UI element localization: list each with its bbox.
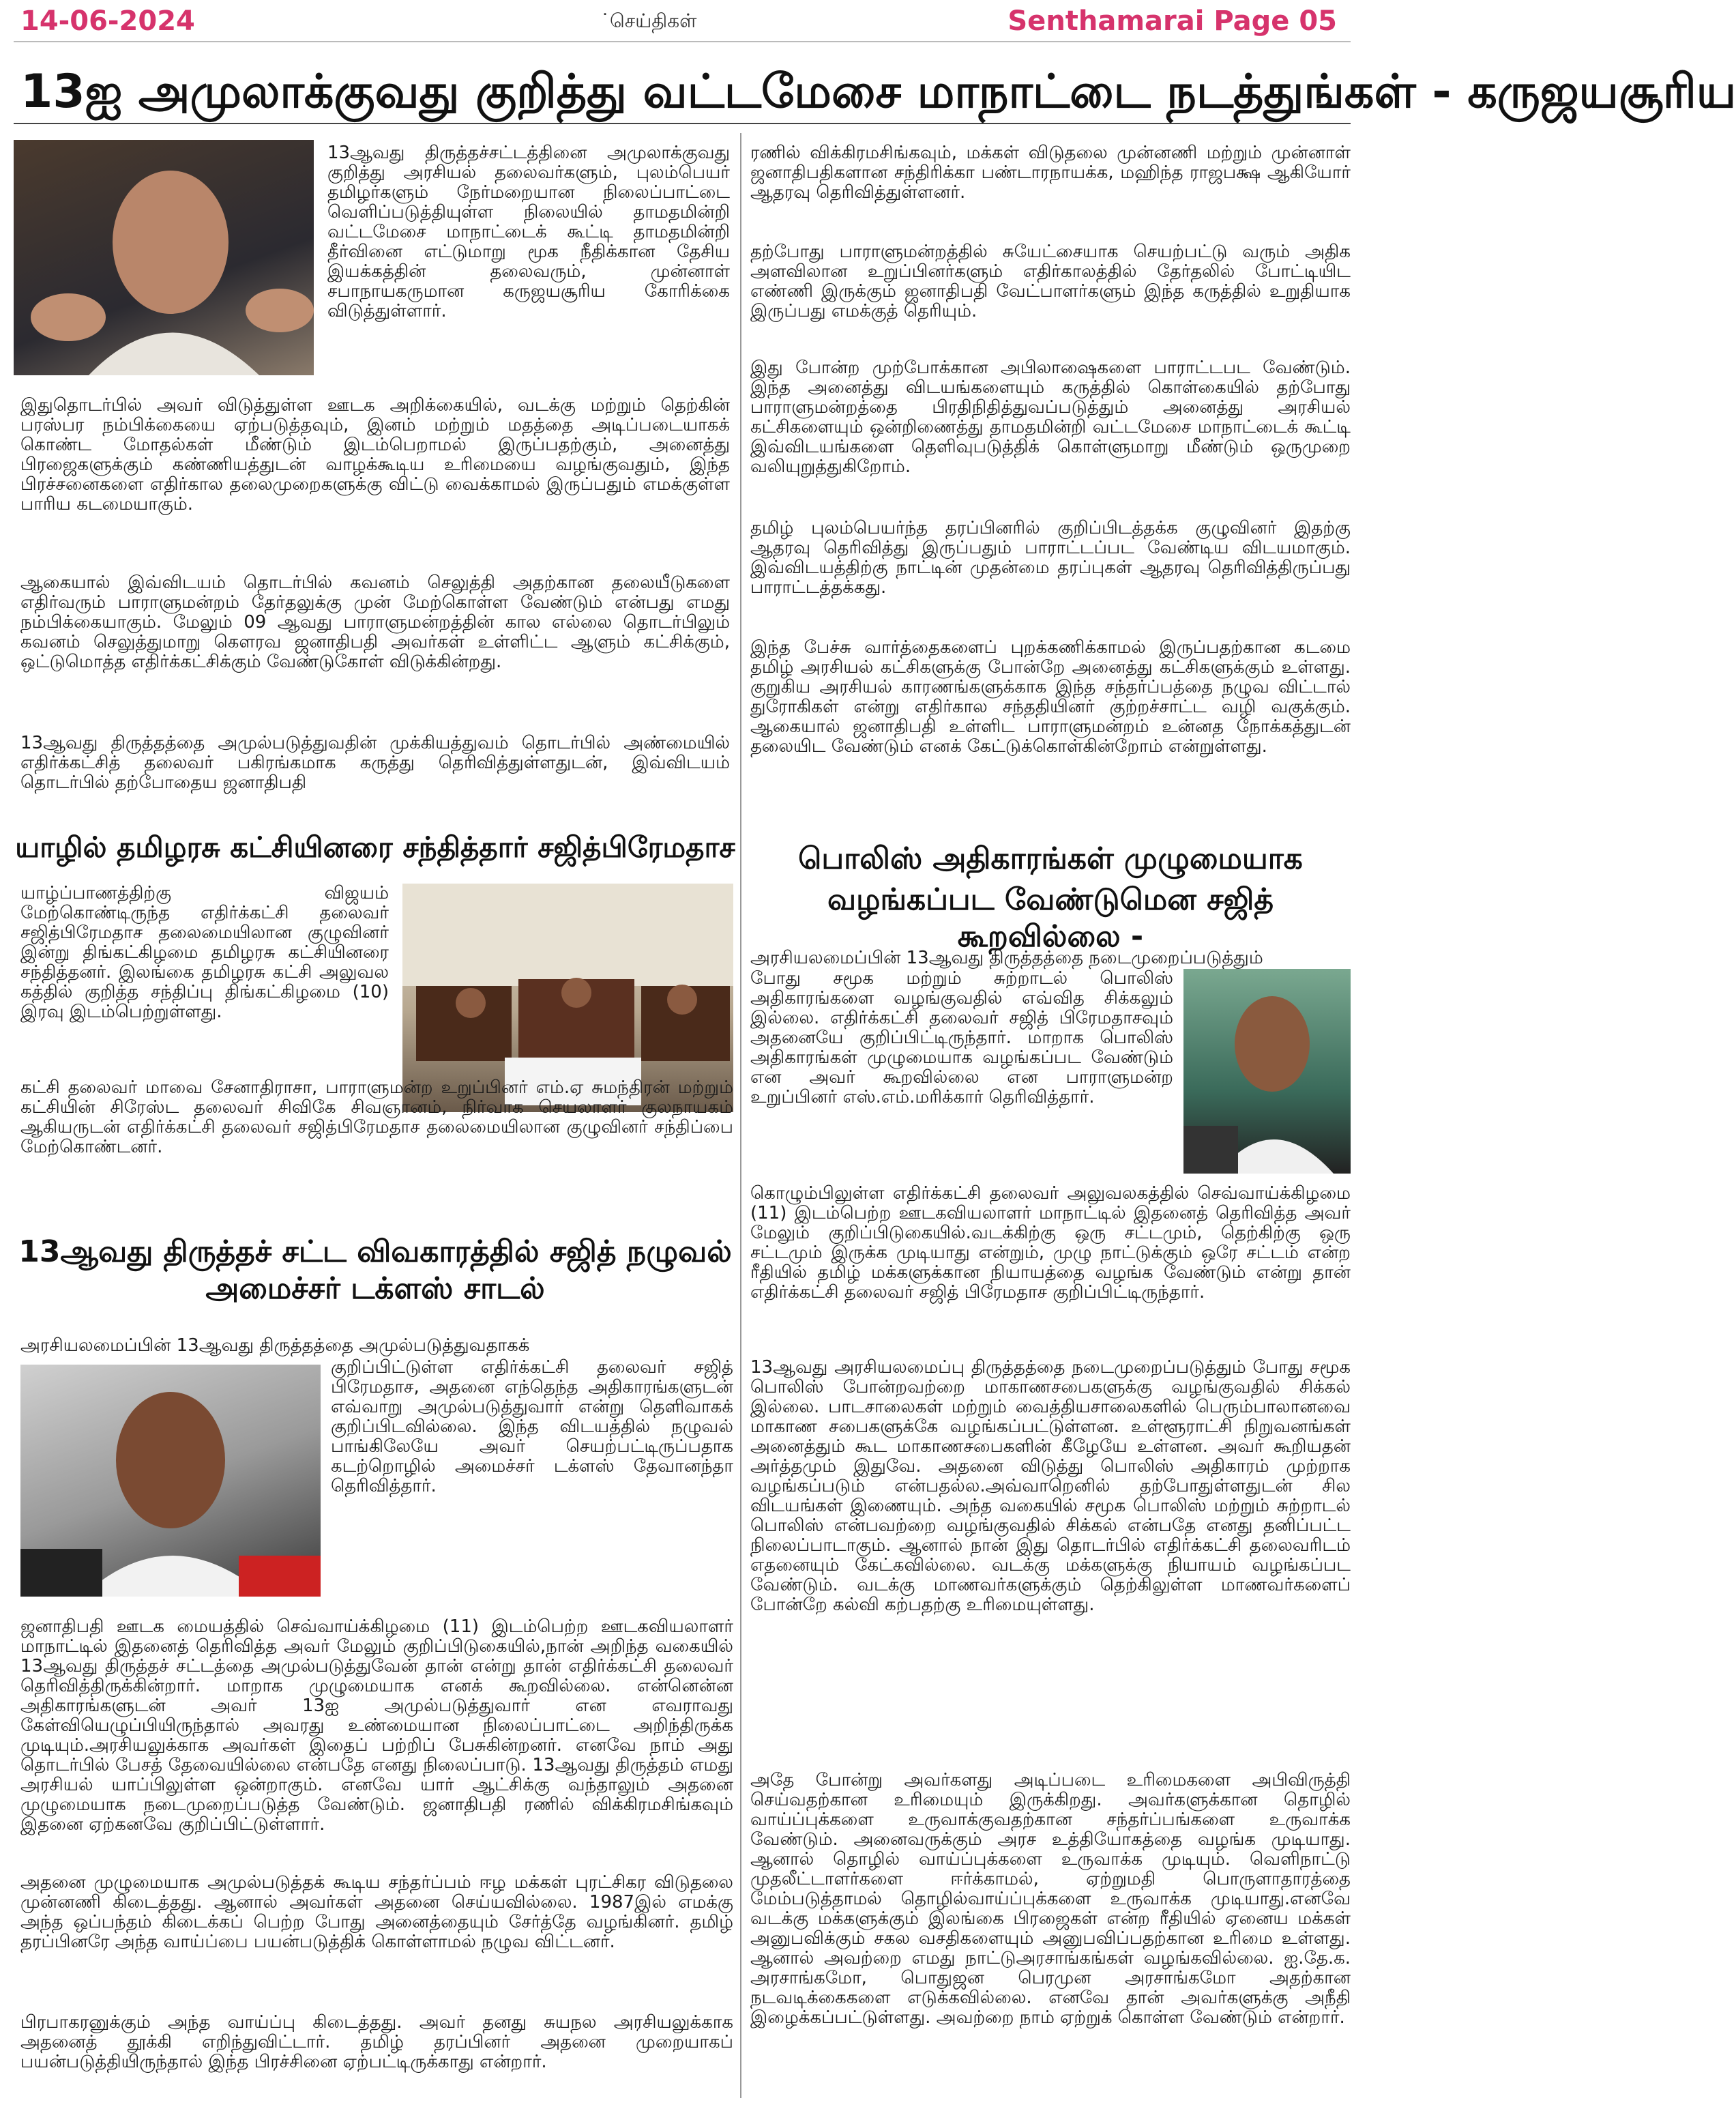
header-rule	[14, 41, 1351, 42]
article1-right-paragraph-2: தற்போது பாராளுமன்றத்தில் சுயேட்சையாக செயற்பட்டு வரும் அதிக அளவிலான உறுப்பினர்களும் எதிர்காலத்தில் தேர்தலில் போட்டியிட எண்ணி இருக்கும் ஜனாதிபதி வேட்பாளர்களும் இந்த கருத்தில் உறுதியாக இருப்பது எமக்குத் தெரியும்.	[750, 242, 1351, 321]
article1-right-paragraph-5: இந்த பேச்சு வார்த்தைகளைப் புறக்கணிக்காமல் இருப்பதற்கான கடமை தமிழ் அரசியல் கட்சிகளுக்கு போன்றே அனைத்து கட்சிகளுக்கும் உள்ளது. குறுகிய அரசியல் காரணங்களுக்காக இந்த சந்தர்ப்பத்தை நழுவ விட்டால் துரோகிகள் என்று எதிர்கால சந்ததியினர் குற்றச்சாட்ட வழி வகுக்கும். ஆகையால் ஜனாதிபதி உள்ளிட பாராளுமன்றம் உன்னத நோக்கத்துடன் தலையிட வேண்டும் எனக் கேட்டுக்கொள்கின்றோம் என்றுள்ளது.	[750, 637, 1351, 757]
article3-paragraph-1b: குறிப்பிட்டுள்ள எதிர்க்கட்சி தலைவர் சஜித் பிரேமதாச, அதனை எந்தெந்த அதிகாரங்களுடன் எவ்வாறு அமுல்படுத்துவார் என்று தெளிவாகக் குறிப்பிடவில்லை. இந்த விடயத்தில் நழுவல் பாங்கிலேயே அவர் செயற்பட்டிருப்பதாக கடற்றொழில் அமைச்சர் டக்ளஸ் தேவானந்தா தெரிவித்தார்.	[331, 1357, 733, 1496]
article2-headline: யாழில் தமிழரசு கட்சியினரை சந்தித்தார் சஜித்பிரேமதாச	[15, 830, 735, 864]
issue-date: 14-06-2024	[20, 5, 195, 37]
marikkar-photo	[1183, 969, 1351, 1174]
article1-lead: 13ஆவது திருத்தச்சட்டத்தினை அமுலாக்குவது குறித்து அரசியல் தலைவர்களும், புலம்பெயர் தமிழர்களும் நேர்மறையான நிலைப்பாட்டை வெளிப்படுத்தியுள்ள நிலையில் தாமதமின்றி வட்டமேசை மாநாட்டைக் கூட்டி தாமதமின்றி தீர்வினை எட்டுமாறு மூக நீதிக்கான தேசிய இயக்கத்தின் தலைவரும், முன்னாள் சபாநாயகருமான கருஜயசூரிய கோரிக்கை விடுத்துள்ளார்.	[327, 143, 730, 321]
portrait-illustration-3	[1183, 969, 1351, 1174]
article3-paragraph-3: அதனை முழுமையாக அமுல்படுத்தக் கூடிய சந்தர்ப்பம் ஈழ மக்கள் புரட்சிகர விடுதலை முன்னணி கிடைத்தது. ஆனால் அவர்கள் அதனை செய்யவில்லை. 1987இல் எமக்கு அந்த ஒப்பந்தம் கிடைக்கப் பெற்ற போது அனைத்தையும் சேர்த்தே வழங்கினர். தமிழ் தரப்பினரே அந்த வாய்ப்பை பயன்படுத்திக் கொள்ளாமல் நழுவ விட்டனர்.	[20, 1872, 733, 1952]
article1-right-paragraph-4: தமிழ் புலம்பெயர்ந்த தரப்பினரில் குறிப்பிடத்தக்க குழுவினர் இதற்கு ஆதரவு தெரிவித்து இருப்பதும் பாராட்டப்பட வேண்டிய விடயமாகும். இவ்விடயத்திற்கு நாட்டின் முதன்மை தரப்புகள் ஆதரவு தெரிவித்திருப்பது பாராட்டத்தக்கது.	[750, 518, 1351, 598]
karu-jayasuriya-photo	[14, 140, 314, 375]
article1-right-paragraph-1: ரணில் விக்கிரமசிங்கவும், மக்கள் விடுதலை முன்னணி மற்றும் முன்னாள் ஜனாதிபதிகளான சந்திரிக்கா பண்டாரநாயக்க, மஹிந்த ராஜபக்ஷ ஆகியோர் ஆதரவு தெரிவித்துள்ளனர்.	[750, 143, 1351, 203]
article3-paragraph-1a: அரசியலமைப்பின் 13ஆவது திருத்தத்தை அமுல்படுத்துவதாகக்	[20, 1335, 530, 1356]
page-label: Senthamarai Page 05	[1007, 5, 1337, 37]
douglas-devananda-photo	[20, 1365, 321, 1597]
article4-paragraph-3: 13ஆவது அரசியலமைப்பு திருத்தத்தை நடைமுறைப்படுத்தும் போது சமூக பொலிஸ் போன்றவற்றை மாகாணசபைகளுக்கு வழங்குவதில் சிக்கல் இல்லை. பாடசாலைகள் மற்றும் வைத்தியசாலைகளில் பெரும்பாலானவை மாகாண சபைகளுக்கே வழங்கப்பட்டுள்ளன. உள்ளூராட்சி நிறுவனங்கள் அனைத்தும் கூட மாகாணசபைகளின் கீழேயே உள்ளன. அவர் கூறியதன் அர்த்தமும் இதுவே. அதனை விடுத்து பொலிஸ் அதிகாரம் முற்றாக வழங்கப்படும் என்பதல்ல.அவ்வாறெனில் தற்போதுள்ளதுடன் சில விடயங்கள் இணையும். அந்த வகையில் சமூக பொலிஸ் மற்றும் சுற்றாடல் பொலிஸ் என்பவற்றை வழங்குவதில் சிக்கல் என்பதே எனது தனிப்பட்ட நிலைப்பாடாகும். ஆனால் நான் இது தொடர்பில் எதிர்க்கட்சி தலைவரிடம் எதனையும் கேட்கவில்லை. வடக்கு மக்களுக்கு நியாயம் வழங்கப்பட வேண்டும். வடக்கு மாணவர்களுக்கும் தெற்கிலுள்ள மாணவர்களைப் போன்றே கல்வி கற்பதற்கு உரிமையுள்ளது.	[750, 1357, 1351, 1615]
article4-headline-line-2: வழங்கப்பட வேண்டுமென சஜித் கூறவில்லை -	[827, 882, 1274, 954]
article3-headline-line-1: 13ஆவது திருத்தச் சட்ட விவகாரத்தில் சஜித் நழுவல்	[18, 1234, 732, 1269]
article4-headline-line-1: பொலிஸ் அதிகாரங்கள் முழுமையாக	[798, 841, 1303, 876]
portrait-illustration-2	[20, 1365, 321, 1597]
article2-paragraph-2: கட்சி தலைவர் மாவை சேனாதிராசா, பாராளுமன்ற உறுப்பினர் எம்.ஏ சுமந்திரன் மற்றும் கட்சியின் சிரேஸ்ட தலைவர் சிவிகே சிவஞானம், நிர்வாக செயலாளர் குலநாயகம் ஆகியருடன் எதிர்க்கட்சி தலைவர் சஜித்பிரேமதாச தலைமையிலான குழுவினர் சந்திப்பை மேற்கொண்டனர்.	[20, 1077, 733, 1157]
portrait-illustration	[14, 140, 314, 375]
column-divider	[740, 133, 741, 2098]
article1-paragraph-1: இதுதொடர்பில் அவர் விடுத்துள்ள ஊடக அறிக்கையில், வடக்கு மற்றும் தெற்கின் பரஸ்பர நம்பிக்கையை ஏற்படுத்தவும், இனம் மற்றும் மதத்தை அடிப்படையாகக் கொண்ட மோதல்கள் மீண்டும் இடம்பெறாமல் இருப்பதற்கும், அனைத்து பிரஜைகளுக்கும் கண்ணியத்துடன் வாழக்கூடிய உரிமையை வழங்குவதும், இந்த பிரச்சனைகளை எதிர்கால தலைமுறைகளுக்கு விட்டு வைக்காமல் இருப்பதும் எமக்குள்ள பாரிய கடமையாகும்.	[20, 395, 730, 514]
section-label: ˙செய்திகள்	[600, 10, 697, 32]
article3-paragraph-2: ஜனாதிபதி ஊடக மையத்தில் செவ்வாய்க்கிழமை (11) இடம்பெற்ற ஊடகவியலாளர் மாநாட்டில் இதனைத் தெரிவித்த அவர் மேலும் குறிப்பிடுகையில்,நான் அறிந்த வகையில் 13ஆவது திருத்தச் சட்டத்தை அமுல்படுத்துவேன் தான் என்று தான் எதிர்க்கட்சி தலைவர் தெரிவித்திருக்கின்றார். மாறாக முழுமையாக எனக் கூறவில்லை. என்னென்ன அதிகாரங்களுடன் அவர் 13ஐ அமுல்படுத்துவார் என எவராவது கேள்வியெழுப்பியிருந்தால் அவரது உண்மையான நிலைப்பாட்டை அறிந்திருக்க முடியும்.அரசியலுக்காக அவர்கள் இதைப் பற்றிப் பேசுகின்றனர். எனவே நாம் அது தொடர்பில் பேசத் தேவையில்லை என்பதே எனது நிலைப்பாடு. 13ஆவது திருத்தம் எமது அரசியல் யாப்பிலுள்ள ஒன்றாகும். எனவே யார் ஆட்சிக்கு வந்தாலும் அதனை முழுமையாக நடைமுறைப்படுத்த வேண்டும். ஜனாதிபதி ரணில் விக்கிரமசிங்கவும் இதனை ஏற்கனவே குறிப்பிட்டுள்ளார்.	[20, 1616, 733, 1835]
article4-paragraph-1b: போது சமூக மற்றும் சுற்றாடல் பொலிஸ் அதிகாரங்களை வழங்குவதில் எவ்வித சிக்கலும் இல்லை. எதிர்க்கட்சி தலைவர் சஜித் பிரேமதாசவும் அதனையே குறிப்பிட்டிருந்தார். மாறாக பொலிஸ் அதிகாரங்கள் முழுமையாக வழங்கப்பட வேண்டும் என அவர் கூறவில்லை என பாராளுமன்ற உறுப்பினர் எஸ்.எம்.மரிக்கார் தெரிவித்தார்.	[750, 968, 1173, 1107]
article1-paragraph-2: ஆகையால் இவ்விடயம் தொடர்பில் கவனம் செலுத்தி அதற்கான தலையீடுகளை எதிர்வரும் பாராளுமன்றம் தேர்தலுக்கு முன் மேற்கொள்ள வேண்டும் என்பது எமது நம்பிக்கையாகும். மேலும் 09 ஆவது பாராளுமன்றத்தின் கால எல்லை தொடர்பிலும் கவனம் செலுத்துமாறு கௌரவ ஜனாதிபதி அவர்கள் உள்ளிட்ட ஆளும் கட்சிக்கும், ஒட்டுமொத்த எதிர்க்கட்சிக்கும் வேண்டுகோள் விடுக்கின்றது.	[20, 572, 730, 672]
article3-headline-line-2: அமைச்சர் டக்ளஸ் சாடல்	[205, 1271, 545, 1306]
article4-paragraph-1a: அரசியலமைப்பின் 13ஆவது திருத்தத்தை நடைமுறைப்படுத்தும்	[750, 948, 1263, 968]
article1-right-paragraph-3: இது போன்ற முற்போக்கான அபிலாஷைகளை பாராட்டபட வேண்டும். இந்த அனைத்து விடயங்களையும் கருத்தில் கொள்கையில் தற்போது பாராளுமன்றத்தை பிரதிநிதித்துவப்படுத்தும் அனைத்து அரசியல் கட்சிகளையும் ஒன்றிணைத்து தாமதமின்றி வட்டமேசை மாநாட்டைக் கூட்டி இவ்விடயங்களை தெளிவுபடுத்திக் கொள்ளுமாறு மீண்டும் ஒருமுறை வலியுறுத்துகிறோம்.	[750, 358, 1351, 477]
article4-paragraph-2: கொழும்பிலுள்ள எதிர்க்கட்சி தலைவர் அலுவலகத்தில் செவ்வாய்க்கிழமை (11) இடம்பெற்ற ஊடகவியலாளர் மாநாட்டில் இதனைத் தெரிவித்த அவர் மேலும் குறிப்பிடுகையில்.வடக்கிற்கு ஒரு சட்டமும், தெற்கிற்கு ஒரு சட்டமும் இருக்க முடியாது என்றும், முழு நாட்டுக்கும் ஒரே சட்டம் என்ற ரீதியில் தமிழ் மக்களுக்கான நியாயத்தை வழங்க வேண்டும் என்று தான் எதிர்க்கட்சி தலைவர் சஜித் பிரேமதாச குறிப்பிட்டிருந்தார்.	[750, 1183, 1351, 1303]
article3-paragraph-4: பிரபாகரனுக்கும் அந்த வாய்ப்பு கிடைத்தது. அவர் தனது சுயநல அரசியலுக்காக அதனைத் தூக்கி எறிந்துவிட்டார். தமிழ் தரப்பினர் அதனை முறையாகப் பயன்படுத்தியிருந்தால் இந்த பிரச்சினை ஏற்பட்டிருக்காது என்றார்.	[20, 2012, 733, 2072]
article1-paragraph-3: 13ஆவது திருத்தத்தை அமுல்படுத்துவதின் முக்கியத்துவம் தொடர்பில் அண்மையில் எதிர்க்கட்சித் தலைவர் பகிரங்கமாக கருத்து தெரிவித்துள்ளதுடன், இவ்விடயம் தொடர்பில் தற்போதைய ஜனாதிபதி	[20, 733, 730, 793]
article2-paragraph-1: யாழ்ப்பாணத்திற்கு விஜயம் மேற்கொண்டிருந்த எதிர்க்கட்சி தலைவர் சஜித்பிரேமதாச தலைமையிலான குழுவினர் இன்று திங்கட்கிழமை தமிழரசு கட்சியினரை சந்தித்தனர். இலங்கை தமிழரசு கட்சி அலுவல கத்தில் குறித்த சந்திப்பு திங்கட்கிழமை (10) இரவு இடம்பெற்றுள்ளது.	[20, 883, 389, 1022]
article4-paragraph-4: அதே போன்று அவர்களது அடிப்படை உரிமைகளை அபிவிருத்தி செய்வதற்கான உரிமையும் இருக்கிறது. அவர்களுக்கான தொழில் வாய்ப்புக்களை உருவாக்குவதற்கான சந்தர்ப்பங்களை உருவாக்க வேண்டும். அனைவருக்கும் அரச உத்தியோகத்தை வழங்க முடியாது. ஆனால் தொழில் வாய்ப்புக்களை உருவாக்க முடியும். வெளிநாட்டு முதலீட்டாளர்களை ஈர்க்காமல், ஏற்றுமதி பொருளாதாரத்தை மேம்படுத்தாமல் தொழில்வாய்ப்புக்களை உருவாக்க முடியாது.எனவே வடக்கு மக்களுக்கும் இலங்கை பிரஜைகள் என்ற ரீதியில் ஏனைய மக்கள் அனுபவிக்கும் சகல வசதிகளையும் அனுபவிப்பதற்கான உரிமை உள்ளது. ஆனால் அவற்றை எமது நாட்டுஅரசாங்கங்கள் வழங்கவில்லை. ஐ.தே.க. அரசாங்கமோ, பொதுஜன பெரமுன அரசாங்கமோ அதற்கான நடவடிக்கைகளை எடுக்கவில்லை. எனவே தான் அவர்களுக்கு அநீதி இழைக்கப்பட்டுள்ளது. அவற்றை நாம் ஏற்றுக் கொள்ள வேண்டும் என்றார்.	[750, 1770, 1351, 2028]
main-headline: 13ஐ அமுலாக்குவது குறித்து வட்டமேசை மாநாட்டை நடத்துங்கள் - கருஜயசூரிய	[20, 65, 1736, 119]
